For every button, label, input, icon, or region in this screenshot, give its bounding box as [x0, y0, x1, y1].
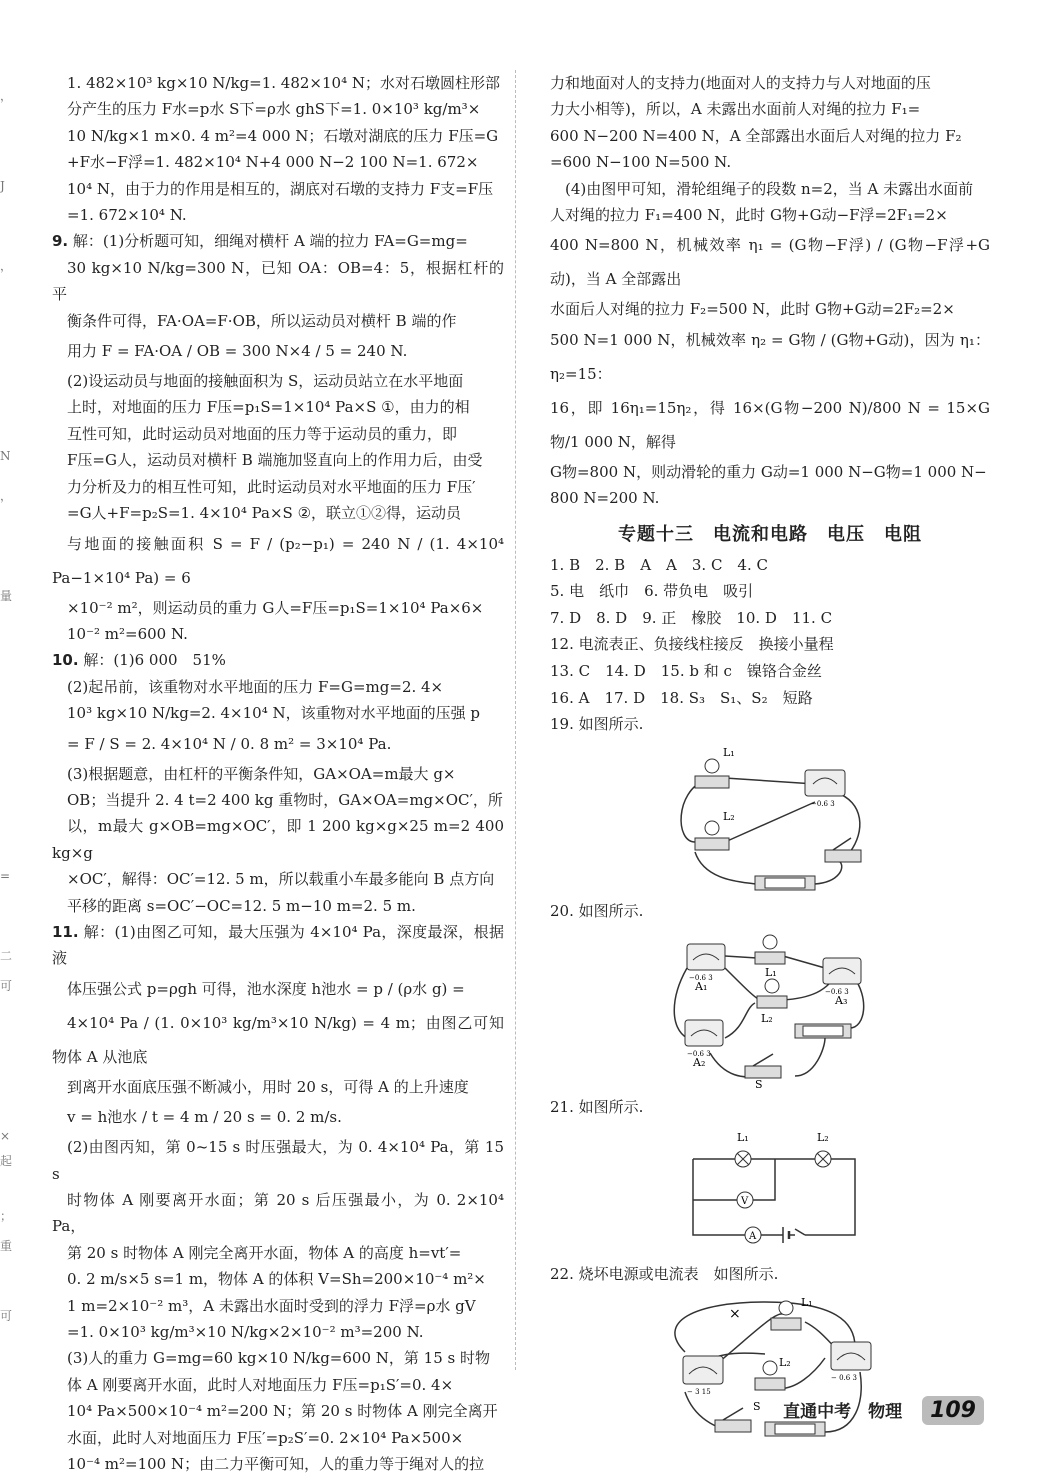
answer-row: 16. A 17. D 18. S₃ S₁、S₂ 短路 [550, 688, 813, 707]
text-line: ×10⁻² m²，则运动员的重力 G人=F压=p₁S=1×10⁴ Pa×6× [67, 598, 484, 617]
l1-base [695, 776, 729, 788]
bulb-icon [779, 1301, 793, 1315]
label-l2: L₂ [723, 809, 735, 823]
text-line: +F水−F浮=1. 482×10⁴ N+4 000 N−2 100 N=1. 672× [67, 153, 479, 172]
text-line: =1. 0×10³ kg/m³×10 N/kg×2×10⁻² m³=200 N. [67, 1323, 424, 1342]
text-line: 时物体 A 刚要离开水面；第 20 s 后压强最小，为 0. 2×10⁴ Pa， [52, 1191, 504, 1236]
equation-line: 400 N=800 N，机械效率 η₁ = (G物−F浮) / (G物−F浮+G动)，当 A 全部露出 [550, 236, 990, 289]
text-line: =600 N−100 N=500 N. [550, 153, 732, 172]
text-line: (2)起吊前，该重物对水平地面的压力 F=G=mg=2. 4× [67, 677, 444, 696]
text-line: 600 N−200 N=400 N，A 全部露出水面后人对绳的拉力 F₂ [550, 126, 962, 145]
text-line: =1. 672×10⁴ N. [67, 206, 187, 225]
figure-19-circuit [665, 742, 875, 892]
text-line: 以，m最大 g×OB=mg×OC′，即 1 200 kg×g×25 m=2 400 kg×g [52, 817, 504, 862]
question-number: 10. [52, 651, 79, 670]
battery-cell [803, 1026, 843, 1036]
l1-base [771, 1318, 801, 1330]
text-line: 到离开水面底压强不断减小，用时 20 s，可得 A 的上升速度 [67, 1077, 469, 1096]
text-line: 10⁴ N，由于力的作用是相互的，湖底对石墩的支持力 F支=F压 [67, 179, 494, 198]
ammeter-a3-icon [823, 958, 861, 984]
equation-line: = F / S = 2. 4×10⁴ N / 0. 8 m² = 3×10⁴ Pa. [67, 734, 392, 753]
text-line: 10³ kg×10 N/kg=2. 4×10⁴ N，该重物对水平地面的压强 p [67, 704, 480, 723]
meter-terminals: − 0.6 3 [831, 1373, 857, 1382]
ammeter-icon [831, 1342, 871, 1370]
ammeter-icon [805, 770, 845, 796]
ammeter-a2-icon [685, 1020, 723, 1046]
text-line: 衡条件可得，FA·OA=F·OB，所以运动员对横杆 B 端的作 [67, 311, 457, 330]
text-line: 人对绳的拉力 F₁=400 N，此时 G物+G动−F浮=2F₁=2× [550, 206, 948, 225]
cross-mark-icon: × [729, 1305, 741, 1322]
text-line: 平移的距离 s=OC′−OC=12. 5 m−10 m=2. 5 m. [67, 896, 416, 915]
text-line: 10⁴ Pa×500×10⁻⁴ m²=200 N；第 20 s 时物体 A 刚完全离开 [67, 1402, 498, 1421]
equation-line: 16，即 16η₁=15η₂，得 16×(G物−200 N)/800 N = 15×G物/1 000 N，解得 [550, 398, 990, 451]
column-divider [515, 70, 516, 1370]
switch-lever [753, 1054, 773, 1066]
equation-line: 体压强公式 p=ρgh 可得，池水深度 h池水 = p / (ρ水 g) = [67, 979, 465, 998]
label-l1: L₁ [801, 1295, 813, 1309]
label-l1: L₁ [723, 745, 735, 759]
bulb-icon [705, 821, 719, 835]
battery-cell [765, 878, 805, 888]
equation-line: 与地面的接触面积 S = F / (p₂−p₁) = 240 N / (1. 4×10⁴ Pa−1×10⁴ Pa) = 6 [52, 534, 504, 587]
ammeter-a1-icon [687, 944, 725, 970]
text-line: OB；当提升 2. 4 t=2 400 kg 重物时，GA×OA=mg×OC′，所 [67, 790, 503, 809]
question-10-line: 10. 解：(1)6 000 51% [52, 651, 226, 670]
switch-lever [833, 838, 851, 850]
switch-icon [825, 850, 861, 862]
bulb-icon [705, 759, 719, 773]
text-line: 力大小相等)，所以，A 未露出水面前人对绳的拉力 F₁= [550, 100, 921, 119]
text-line: 第 20 s 时物体 A 刚完全离开水面，物体 A 的高度 h=vt′= [67, 1243, 462, 1262]
text-line: 10⁻² m²=600 N. [67, 624, 188, 643]
answer-row: 7. D 8. D 9. 正 橡胶 10. D 11. C [550, 608, 833, 627]
section-title: 专题十三 电流和电路 电压 电阻 [618, 523, 922, 545]
text-line: ×OC′，解得：OC′=12. 5 m，所以载重小车最多能向 B 点方向 [67, 870, 495, 889]
text-line: 互性可知，此时运动员对地面的压力等于运动员的重力，即 [67, 424, 458, 443]
equation-line: v = h池水 / t = 4 m / 20 s = 0. 2 m/s. [67, 1108, 342, 1127]
bulb-icon [763, 1361, 777, 1375]
question-11-line: 11. 解：(1)由图乙可知，最大压强为 4×10⁴ Pa，深度最深，根据液 [52, 922, 504, 968]
label-a2: A₂ [693, 1056, 706, 1070]
answer-row: 1. B 2. B A A 3. C 4. C [550, 555, 768, 574]
text-line: 1. 482×10³ kg×10 N/kg=1. 482×10⁴ N；水对石墩圆柱形部 [67, 74, 500, 92]
switch-icon [715, 1420, 751, 1432]
label-l1: L₁ [765, 966, 777, 980]
question-number: 9. [52, 232, 69, 251]
switch-lever [723, 1408, 743, 1420]
text-line: 力和地面对人的支持力(地面对人的支持力与人对地面的压 [550, 74, 931, 92]
text-line: F压=G人，运动员对横杆 B 端施加竖直向上的作用力后，由受 [67, 451, 483, 470]
page-number: 109 [922, 1396, 984, 1425]
answer-row: 12. 电流表正、负接线柱接反 换接小量程 [550, 635, 834, 654]
text-line: 10⁻⁴ m²=100 N；由二力平衡可知，人的重力等于绳对人的拉 [67, 1455, 485, 1474]
switch-icon [745, 1066, 781, 1078]
text-line: 分产生的压力 F水=p水 S下=ρ水 ghS下=1. 0×10³ kg/m³× [67, 100, 481, 119]
label-v: V [741, 1196, 749, 1207]
l2-base [695, 838, 729, 850]
left-margin-marks: ， J ， N ， 量 = 二 可 × 起 ； 重 可 [0, 89, 13, 1323]
label-a1: A₁ [695, 980, 708, 994]
label-a3: A₃ [835, 994, 848, 1008]
label-l1: L₁ [737, 1131, 749, 1144]
label-l2: L₂ [761, 1012, 773, 1026]
book-title: 直通中考 物理 [783, 1402, 903, 1422]
answer-row: 20. 如图所示. [550, 901, 644, 920]
right-column [550, 70, 990, 1448]
left-column [52, 70, 504, 1477]
label-l2: L₂ [779, 1355, 791, 1369]
answer-row: 5. 电 纸巾 6. 带负电 吸引 [550, 582, 754, 601]
text-line: 力分析及力的相互性可知，此时运动员对水平地面的压力 F压′ [67, 477, 476, 496]
meter-terminals: −0.6 3 [825, 988, 849, 997]
battery-cell [775, 1424, 815, 1434]
l1-base [755, 952, 785, 964]
answer-row: 21. 如图所示. [550, 1098, 644, 1117]
voltmeter-icon [683, 1356, 723, 1384]
equation-line: 500 N=1 000 N，机械效率 η₂ = G物 / (G物+G动)，因为 η₁：η₂=15： [550, 330, 990, 383]
question-9-line: 9. 解：(1)分析题可知，细绳对横杆 A 端的拉力 FA=G=mg= [52, 232, 468, 251]
text-line: (3)根据题意，由杠杆的平衡条件知，GA×OA=m最大 g× [67, 764, 456, 783]
text-line: =G人+F=p₂S=1. 4×10⁴ Pa×S ②，联立①②得，运动员 [67, 504, 462, 523]
text-line: 水面，此时人对地面压力 F压′=p₂S′=0. 2×10⁴ Pa×500× [67, 1428, 464, 1447]
text-line: 体 A 刚要离开水面，此时人对地面压力 F压=p₁S′=0. 4× [67, 1375, 454, 1394]
bulb-icon [765, 979, 779, 993]
answer-row: 19. 如图所示. [550, 715, 644, 734]
text-line: 30 kg×10 N/kg=300 N，已知 OA：OB=4：5，根据杠杆的平 [52, 258, 504, 304]
label-l2: L₂ [817, 1131, 829, 1144]
text-line: (3)人的重力 G=mg=60 kg×10 N/kg=600 N，第 15 s 时物 [67, 1349, 490, 1368]
text-line: (2)由图丙知，第 0~15 s 时压强最大，为 0. 4×10⁴ Pa，第 15 s [52, 1138, 504, 1183]
l2-base [755, 1378, 785, 1390]
text-line: 上时，对地面的压力 F压=p₁S=1×10⁴ Pa×S ①，由力的相 [67, 398, 470, 417]
l2-base [757, 996, 787, 1008]
question-number: 11. [52, 922, 79, 941]
label-s: S [753, 1399, 761, 1413]
label-a: A [749, 1231, 757, 1242]
meter-terminals: −0.6 3 [811, 799, 835, 808]
text-line: 水面后人对绳的拉力 F₂=500 N，此时 G物+G动=2F₂=2× [550, 300, 955, 319]
text-line: (4)由图甲可知，滑轮组绳子的段数 n=2，当 A 未露出水面前 [565, 179, 974, 198]
equation-line: 用力 F = FA·OA / OB = 300 N×4 / 5 = 240 N. [67, 342, 408, 361]
meter-terminals: −0.6 3 [687, 1050, 711, 1059]
figure-21-circuit-diagram [665, 1125, 875, 1255]
figure-20-circuit [665, 928, 875, 1088]
equation-line: 4×10⁴ Pa / (1. 0×10³ kg/m³×10 N/kg) = 4 m；由图乙可知物体 A 从池底 [52, 1013, 504, 1066]
meter-terminals: − 3 15 [687, 1387, 711, 1396]
text-line: 800 N=200 N. [550, 489, 660, 508]
text-line: (2)设运动员与地面的接触面积为 S，运动员站立在水平地面 [67, 372, 464, 391]
answer-row: 22. 烧坏电源或电流表 如图所示. [550, 1265, 779, 1283]
meter-terminals: −0.6 3 [689, 974, 713, 983]
page-footer [783, 1396, 984, 1425]
text-line: G物=800 N，则动滑轮的重力 G动=1 000 N−G物=1 000 N− [550, 462, 987, 481]
label-s: S [755, 1078, 763, 1089]
bulb-icon [763, 935, 777, 949]
text-line: 1 m=2×10⁻² m³，A 未露出水面时受到的浮力 F浮=ρ水 gV [67, 1296, 476, 1315]
text-line: 10 N/kg×1 m×0. 4 m²=4 000 N；石墩对湖底的压力 F压=G [67, 126, 499, 145]
answer-row: 13. C 14. D 15. b 和 c 镍铬合金丝 [550, 662, 822, 681]
text-line: 0. 2 m/s×5 s=1 m，物体 A 的体积 V=Sh=200×10⁻⁴ m²× [67, 1270, 486, 1289]
